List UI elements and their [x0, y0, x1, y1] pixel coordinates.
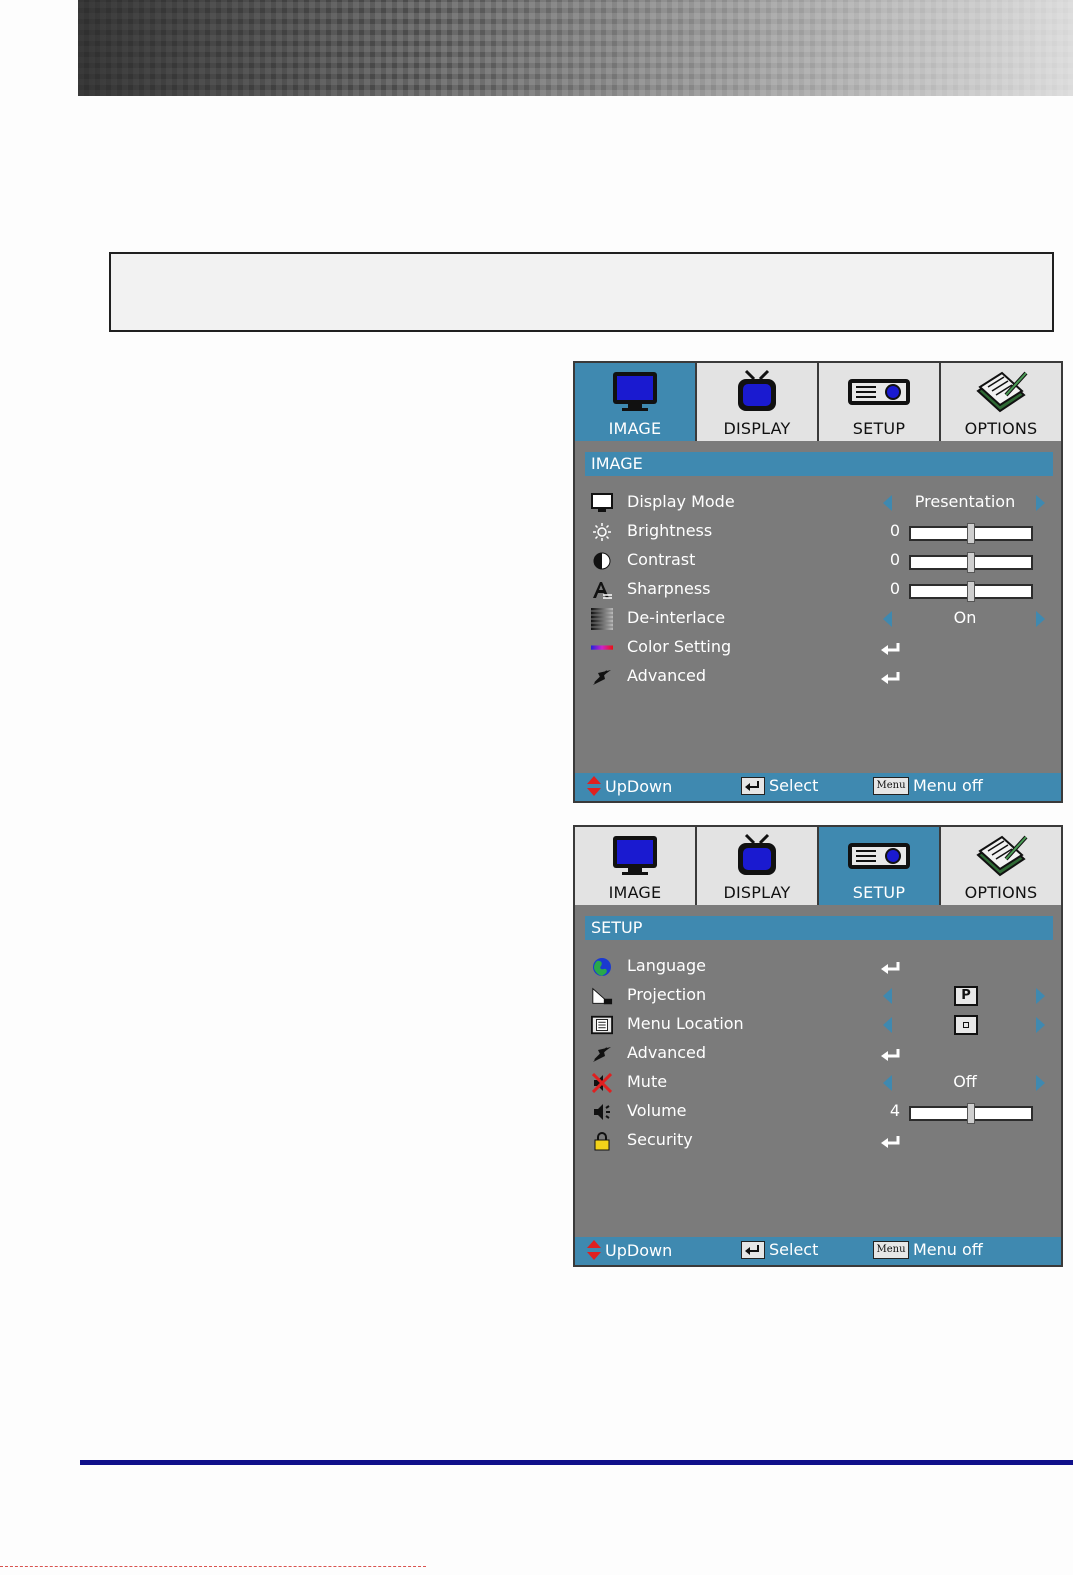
osd-menu-setup [573, 825, 1063, 1267]
menu-item-value: 4 [889, 1101, 900, 1120]
tab-image[interactable] [575, 363, 695, 441]
tv-icon [732, 833, 782, 881]
left-arrow-icon[interactable] [883, 495, 892, 511]
menu-key-icon: Menu [873, 1241, 909, 1259]
menu-item-sharpness[interactable] [575, 576, 1061, 605]
footer-select [741, 776, 818, 795]
enter-icon[interactable] [880, 1134, 902, 1153]
menu-item-label: Contrast [627, 550, 696, 569]
tab-setup[interactable] [819, 827, 939, 905]
menu-item-label: Advanced [627, 666, 707, 685]
footer-menu-off-label: Menu off [913, 776, 983, 795]
enter-key-icon [741, 777, 765, 795]
section-title: IMAGE [585, 452, 1053, 476]
dashed-line [0, 1566, 426, 1567]
menu-item-label: Menu Location [627, 1014, 744, 1033]
tab-label: OPTIONS [964, 419, 1038, 438]
contrast-icon [591, 551, 613, 571]
tab-label: SETUP [852, 419, 906, 438]
footer-rule [80, 1460, 1073, 1465]
menu-item-volume[interactable] [575, 1098, 1061, 1127]
projector-icon [846, 369, 912, 417]
menu-item-security[interactable] [575, 1127, 1061, 1156]
footer-updown-label: UpDown [605, 1240, 673, 1260]
left-arrow-icon[interactable] [883, 1017, 892, 1033]
menu-item-label: Brightness [627, 521, 713, 540]
footer-select [741, 1240, 818, 1259]
menu-item-value: 0 [889, 521, 900, 540]
right-arrow-icon[interactable] [1036, 1075, 1045, 1091]
menu-key-icon: Menu [873, 777, 909, 795]
footer-menu [873, 1240, 983, 1259]
menu-item-projection[interactable] [575, 982, 1061, 1011]
footer-updown-label: UpDown [605, 776, 673, 796]
enter-icon[interactable] [880, 670, 902, 689]
right-arrow-icon[interactable] [1036, 988, 1045, 1004]
tab-bar [575, 363, 1061, 441]
menu-item-de-interlace[interactable] [575, 605, 1061, 634]
tab-display[interactable] [697, 827, 817, 905]
menu-item-label: Projection [627, 985, 707, 1004]
projector-icon [846, 833, 912, 881]
menu-item-advanced[interactable] [575, 1040, 1061, 1069]
slider-knob[interactable] [967, 552, 975, 573]
right-arrow-icon[interactable] [1036, 495, 1045, 511]
tab-label: DISPLAY [723, 883, 791, 902]
header-banner [78, 0, 1073, 96]
tab-label: OPTIONS [964, 883, 1038, 902]
menu-item-label: Security [627, 1130, 693, 1149]
menu-item-contrast[interactable] [575, 547, 1061, 576]
center-dot-icon [963, 1022, 969, 1028]
enter-icon[interactable] [880, 1047, 902, 1066]
footer-menu [873, 776, 983, 795]
notepad-icon [972, 369, 1030, 419]
monitor-small-icon [591, 493, 613, 513]
updown-arrow-icon [587, 776, 601, 796]
footer-select-label: Select [769, 776, 819, 795]
menu-item-label: De-interlace [627, 608, 726, 627]
projection-icon [591, 986, 613, 1006]
tab-image[interactable] [575, 827, 695, 905]
menu-item-label: Sharpness [627, 579, 711, 598]
tab-options[interactable] [941, 363, 1061, 441]
contrast-slider[interactable] [909, 555, 1033, 570]
menu-item-value: Presentation [914, 492, 1016, 511]
tab-label: IMAGE [608, 419, 662, 438]
menu-item-label: Color Setting [627, 637, 732, 656]
osd-menu-image [573, 361, 1063, 803]
enter-key-icon [741, 1241, 765, 1259]
lock-icon [591, 1131, 613, 1151]
menu-item-value: 0 [889, 579, 900, 598]
slider-knob[interactable] [967, 581, 975, 602]
menu-item-value: 0 [889, 550, 900, 569]
menu-item-menu-location[interactable] [575, 1011, 1061, 1040]
tab-bar [575, 827, 1061, 905]
brightness-slider[interactable] [909, 526, 1033, 541]
menu-item-label: Mute [627, 1072, 668, 1091]
slider-knob[interactable] [967, 1103, 975, 1124]
osd-footer [575, 1237, 1061, 1265]
tab-label: DISPLAY [723, 419, 791, 438]
tab-label: IMAGE [608, 883, 662, 902]
sharpness-slider[interactable] [909, 584, 1033, 599]
sharpness-icon [591, 580, 613, 600]
footer-menu-off-label: Menu off [913, 1240, 983, 1259]
menu-item-display-mode[interactable] [575, 489, 1061, 518]
monitor-icon [610, 833, 660, 881]
enter-icon[interactable] [880, 641, 902, 660]
menu-item-value: Off [953, 1072, 977, 1091]
color-setting-icon [591, 638, 613, 658]
deinterlace-icon [591, 609, 613, 629]
menu-items [575, 489, 1061, 692]
menu-item-value: On [953, 608, 977, 627]
menu-items [575, 953, 1061, 1156]
note-box [109, 252, 1054, 332]
projection-front-icon: P [954, 986, 978, 1006]
volume-slider[interactable] [909, 1106, 1033, 1121]
footer-updown [587, 776, 672, 796]
volume-icon [591, 1102, 613, 1122]
menu-item-label: Advanced [627, 1043, 707, 1062]
tab-options[interactable] [941, 827, 1061, 905]
menu-item-color-setting[interactable] [575, 634, 1061, 663]
mute-icon [591, 1073, 613, 1093]
notepad-icon [972, 833, 1030, 883]
footer-select-label: Select [769, 1240, 819, 1259]
sun-icon [591, 522, 613, 542]
osd-footer [575, 773, 1061, 801]
footer-updown [587, 1240, 672, 1260]
left-arrow-icon[interactable] [883, 1075, 892, 1091]
menu-item-label: Language [627, 956, 706, 975]
globe-icon [591, 957, 613, 977]
menu-item-label: Display Mode [627, 492, 735, 511]
enter-icon[interactable] [880, 960, 902, 979]
menu-item-brightness[interactable] [575, 518, 1061, 547]
right-arrow-icon[interactable] [1036, 1017, 1045, 1033]
right-arrow-icon[interactable] [1036, 611, 1045, 627]
updown-arrow-icon [587, 1240, 601, 1260]
tab-display[interactable] [697, 363, 817, 441]
slider-knob[interactable] [967, 523, 975, 544]
menu-location-icon [591, 1015, 613, 1035]
advanced-icon [591, 667, 613, 687]
advanced-icon [591, 1044, 613, 1064]
monitor-icon [610, 369, 660, 417]
tv-icon [732, 369, 782, 417]
menu-item-advanced[interactable] [575, 663, 1061, 692]
left-arrow-icon[interactable] [883, 611, 892, 627]
menu-item-language[interactable] [575, 953, 1061, 982]
tab-setup[interactable] [819, 363, 939, 441]
menu-item-label: Volume [627, 1101, 687, 1120]
menu-item-mute[interactable] [575, 1069, 1061, 1098]
tab-label: SETUP [852, 883, 906, 902]
section-title: SETUP [585, 916, 1053, 940]
menu-center-icon [954, 1015, 978, 1035]
left-arrow-icon[interactable] [883, 988, 892, 1004]
